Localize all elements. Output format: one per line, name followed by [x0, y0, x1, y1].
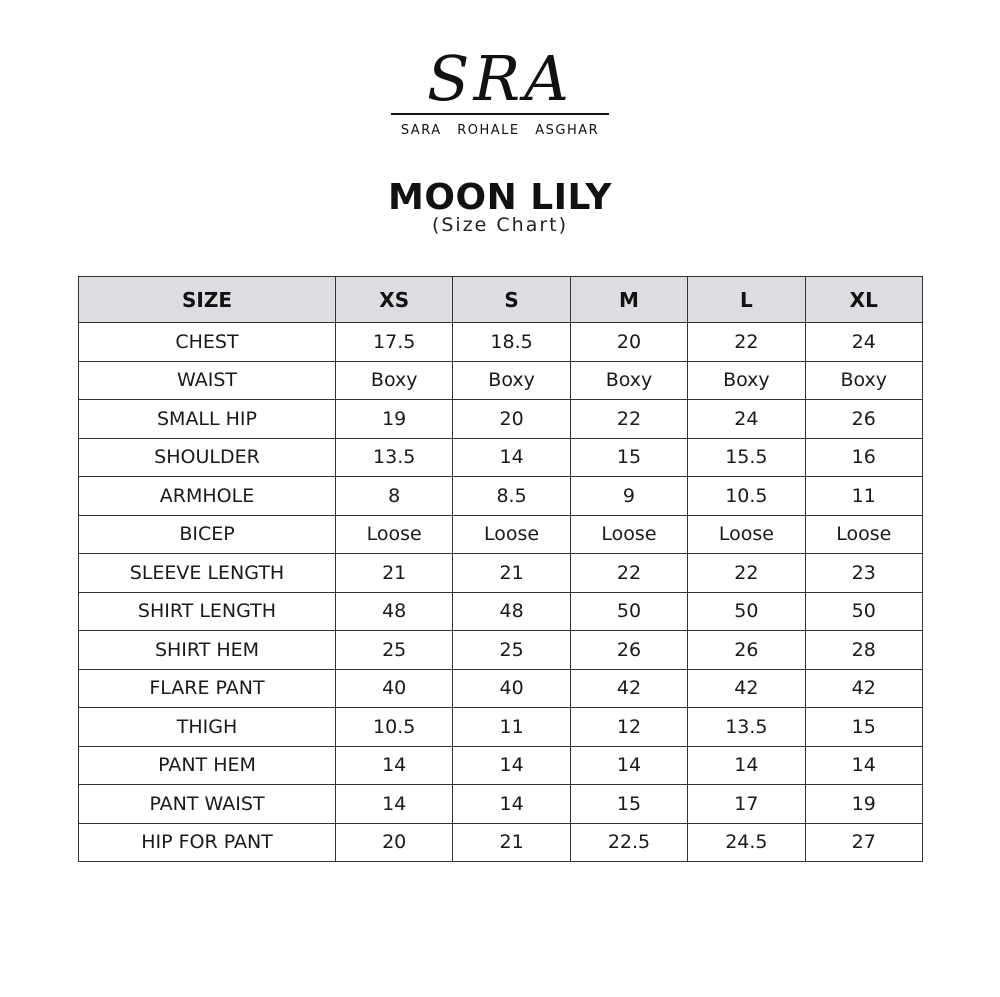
header-cell-s: S — [453, 277, 570, 323]
table-row — [79, 669, 923, 708]
measurement-value: 22 — [570, 400, 687, 439]
measurement-label: SHIRT LENGTH — [79, 592, 336, 631]
measurement-value: 24 — [688, 400, 805, 439]
table-row — [79, 554, 923, 593]
measurement-value: 25 — [336, 631, 453, 670]
table-row — [79, 708, 923, 747]
measurement-value: 50 — [805, 592, 922, 631]
measurement-label: CHEST — [79, 323, 336, 362]
measurement-value: 25 — [453, 631, 570, 670]
measurement-value: 17.5 — [336, 323, 453, 362]
measurement-value: 22 — [570, 554, 687, 593]
measurement-value: 15.5 — [688, 438, 805, 477]
measurement-value: 42 — [570, 669, 687, 708]
measurement-value: 14 — [453, 785, 570, 824]
measurement-value: 23 — [805, 554, 922, 593]
measurement-value: 16 — [805, 438, 922, 477]
table-row — [79, 477, 923, 516]
measurement-value: 22 — [688, 323, 805, 362]
measurement-value: 20 — [570, 323, 687, 362]
measurement-value: Boxy — [336, 361, 453, 400]
measurement-value: 21 — [336, 554, 453, 593]
measurement-label: ARMHOLE — [79, 477, 336, 516]
page-title: MOON LILY — [388, 177, 612, 218]
measurement-value: 14 — [453, 746, 570, 785]
measurement-value: 18.5 — [453, 323, 570, 362]
table-row — [79, 438, 923, 477]
page-subtitle: (Size Chart) — [431, 214, 569, 236]
table-row — [79, 785, 923, 824]
measurement-value: 11 — [805, 477, 922, 516]
measurement-value: 26 — [805, 400, 922, 439]
measurement-value: 15 — [570, 785, 687, 824]
table-row — [79, 400, 923, 439]
measurement-value: 13.5 — [336, 438, 453, 477]
measurement-value: 10.5 — [336, 708, 453, 747]
measurement-value: 14 — [688, 746, 805, 785]
measurement-value: 24 — [805, 323, 922, 362]
table-row — [79, 823, 923, 862]
measurement-value: 48 — [453, 592, 570, 631]
table-row — [79, 361, 923, 400]
measurement-label: SHIRT HEM — [79, 631, 336, 670]
measurement-value: 40 — [453, 669, 570, 708]
measurement-value: Loose — [570, 515, 687, 554]
measurement-value: Loose — [336, 515, 453, 554]
logo-monogram: SRA — [427, 42, 573, 115]
measurement-value: 40 — [336, 669, 453, 708]
measurement-value: Loose — [453, 515, 570, 554]
measurement-label: SHOULDER — [79, 438, 336, 477]
header-cell-size: SIZE — [79, 277, 336, 323]
size-chart-table — [78, 276, 923, 862]
measurement-value: 27 — [805, 823, 922, 862]
measurement-value: 19 — [336, 400, 453, 439]
measurement-value: 21 — [453, 823, 570, 862]
measurement-value: 20 — [336, 823, 453, 862]
measurement-value: 21 — [453, 554, 570, 593]
measurement-value: 48 — [336, 592, 453, 631]
measurement-label: HIP FOR PANT — [79, 823, 336, 862]
measurement-value: 14 — [570, 746, 687, 785]
measurement-value: 8 — [336, 477, 453, 516]
measurement-value: Boxy — [570, 361, 687, 400]
measurement-value: 20 — [453, 400, 570, 439]
measurement-value: 26 — [688, 631, 805, 670]
measurement-label: PANT WAIST — [79, 785, 336, 824]
header-cell-xs: XS — [336, 277, 453, 323]
measurement-value: 9 — [570, 477, 687, 516]
measurement-label: FLARE PANT — [79, 669, 336, 708]
measurement-value: 42 — [688, 669, 805, 708]
table-row — [79, 746, 923, 785]
measurement-value: 50 — [570, 592, 687, 631]
measurement-label: SMALL HIP — [79, 400, 336, 439]
measurement-label: PANT HEM — [79, 746, 336, 785]
measurement-value: 12 — [570, 708, 687, 747]
measurement-value: 10.5 — [688, 477, 805, 516]
measurement-value: Boxy — [688, 361, 805, 400]
measurement-value: 14 — [336, 746, 453, 785]
measurement-value: Boxy — [805, 361, 922, 400]
brand-logo — [385, 42, 615, 142]
table-header-row — [79, 277, 923, 323]
measurement-value: 14 — [805, 746, 922, 785]
measurement-label: BICEP — [79, 515, 336, 554]
measurement-value: Loose — [688, 515, 805, 554]
table-row — [79, 592, 923, 631]
table-row — [79, 515, 923, 554]
measurement-value: 22 — [688, 554, 805, 593]
header-cell-m: M — [570, 277, 687, 323]
measurement-value: 8.5 — [453, 477, 570, 516]
measurement-value: Boxy — [453, 361, 570, 400]
table-body — [79, 323, 923, 862]
table-row — [79, 631, 923, 670]
measurement-value: 28 — [805, 631, 922, 670]
measurement-label: WAIST — [79, 361, 336, 400]
measurement-value: 14 — [336, 785, 453, 824]
measurement-label: SLEEVE LENGTH — [79, 554, 336, 593]
measurement-label: THIGH — [79, 708, 336, 747]
measurement-value: 14 — [453, 438, 570, 477]
measurement-value: 15 — [570, 438, 687, 477]
measurement-value: 22.5 — [570, 823, 687, 862]
header-cell-xl: XL — [805, 277, 922, 323]
measurement-value: 19 — [805, 785, 922, 824]
measurement-value: 24.5 — [688, 823, 805, 862]
measurement-value: 17 — [688, 785, 805, 824]
measurement-value: 11 — [453, 708, 570, 747]
measurement-value: 42 — [805, 669, 922, 708]
measurement-value: Loose — [805, 515, 922, 554]
measurement-value: 13.5 — [688, 708, 805, 747]
table-row — [79, 323, 923, 362]
measurement-value: 26 — [570, 631, 687, 670]
measurement-value: 50 — [688, 592, 805, 631]
measurement-value: 15 — [805, 708, 922, 747]
header-cell-l: L — [688, 277, 805, 323]
logo-subtext: SARA ROHALE ASGHAR — [400, 123, 600, 138]
